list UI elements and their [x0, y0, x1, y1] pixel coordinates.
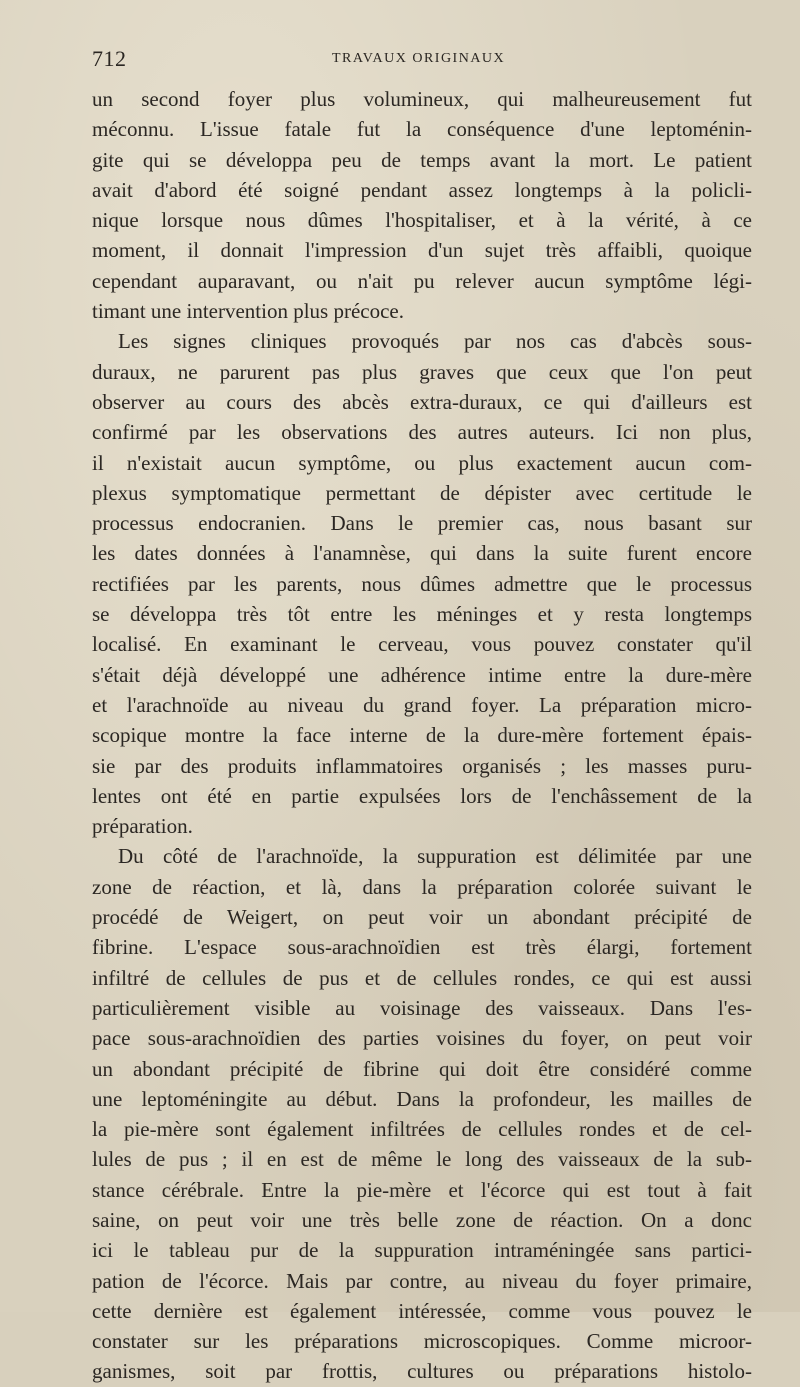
page-header: [92, 46, 752, 76]
text-line: gite qui se développa peu de temps avant la mort. Le patient: [92, 147, 752, 172]
text-line: fibrine. L'espace sous-arachnoïdien est très élargi, fortement: [92, 935, 752, 960]
text-line: pace sous-arachnoïdien des parties voisines du foyer, on peut voir: [92, 1026, 752, 1051]
text-line: processus endocranien. Dans le premier cas, nous basant sur: [92, 511, 752, 536]
text-line: moment, il donnait l'impression d'un sujet très affaibli, quoique: [92, 238, 752, 263]
text-line: timant une intervention plus précoce.: [92, 299, 404, 324]
body-text: [92, 84, 752, 1387]
text-line: infiltré de cellules de pus et de cellules rondes, ce qui est aussi: [92, 965, 752, 990]
text-line: procédé de Weigert, on peut voir un abondant précipité de: [92, 905, 752, 930]
text-line: se développa très tôt entre les méninges et y resta longtemps: [92, 602, 752, 627]
text-line: cette dernière est également intéressée, comme vous pouvez le: [92, 1298, 752, 1323]
text-line: la pie-mère sont également infiltrées de cellules rondes et de cel-: [92, 1117, 752, 1142]
text-line: plexus symptomatique permettant de dépister avec certitude le: [92, 480, 752, 505]
text-line: duraux, ne parurent pas plus graves que ceux que l'on peut: [92, 359, 752, 384]
text-line: préparation.: [92, 814, 193, 839]
text-line: un second foyer plus volumineux, qui malheureusement fut: [92, 87, 752, 111]
text-line: Les signes cliniques provoqués par nos cas d'abcès sous-: [118, 329, 752, 354]
text-line: cependant auparavant, ou n'ait pu relever aucun symptôme légi-: [92, 268, 752, 293]
text-line: zone de réaction, et là, dans la préparation colorée suivant le: [92, 874, 752, 899]
text-line: particulièrement visible au voisinage des vaisseaux. Dans l'es-: [92, 995, 752, 1020]
text-line: les dates données à l'anamnèse, qui dans la suite furent encore: [92, 541, 752, 566]
text-line: lentes ont été en partie expulsées lors de l'enchâssement de la: [92, 783, 752, 808]
text-line: stance cérébrale. Entre la pie-mère et l'écorce qui est tout à fait: [92, 1177, 752, 1202]
text-line: s'était déjà développé une adhérence intime entre la dure-mère: [92, 662, 752, 687]
text-line: Du côté de l'arachnoïde, la suppuration est délimitée par une: [118, 844, 752, 869]
running-title: TRAVAUX ORIGINAUX: [332, 51, 506, 66]
text-line: rectifiées par les parents, nous dûmes admettre que le processus: [92, 571, 752, 596]
text-line: saine, on peut voir une très belle zone de réaction. On a donc: [92, 1207, 752, 1232]
text-line: sie par des produits inflammatoires organisés ; les masses puru-: [92, 753, 752, 778]
text-line: il n'existait aucun symptôme, ou plus exactement aucun com-: [92, 450, 752, 475]
text-line: avait d'abord été soigné pendant assez longtemps à la policli-: [92, 177, 752, 202]
text-line: observer au cours des abcès extra-duraux, ce qui d'ailleurs est: [92, 389, 752, 414]
page-number: 712: [92, 46, 127, 71]
text-line: et l'arachnoïde au niveau du grand foyer. La préparation micro-: [92, 692, 752, 717]
text-line: scopique montre la face interne de la dure-mère fortement épais-: [92, 723, 752, 748]
text-line: méconnu. L'issue fatale fut la conséquence d'une leptoménin-: [92, 117, 752, 142]
text-line: constater sur les préparations microscopiques. Comme microor-: [92, 1329, 752, 1354]
text-line: nique lorsque nous dûmes l'hospitaliser, et à la vérité, à ce: [92, 208, 752, 233]
text-line: ici le tableau pur de la suppuration intraméningée sans partici-: [92, 1238, 752, 1263]
text-line: ganismes, soit par frottis, cultures ou préparations histolo-: [92, 1359, 752, 1384]
text-line: pation de l'écorce. Mais par contre, au niveau du foyer primaire,: [92, 1268, 752, 1293]
text-line: confirmé par les observations des autres auteurs. Ici non plus,: [92, 420, 752, 445]
text-line: une leptoméningite au début. Dans la profondeur, les mailles de: [92, 1086, 752, 1111]
text-line: localisé. En examinant le cerveau, vous pouvez constater qu'il: [92, 632, 752, 657]
text-line: lules de pus ; il en est de même le long des vaisseaux de la sub-: [92, 1147, 752, 1172]
text-line: un abondant précipité de fibrine qui doit être considéré comme: [92, 1056, 752, 1081]
